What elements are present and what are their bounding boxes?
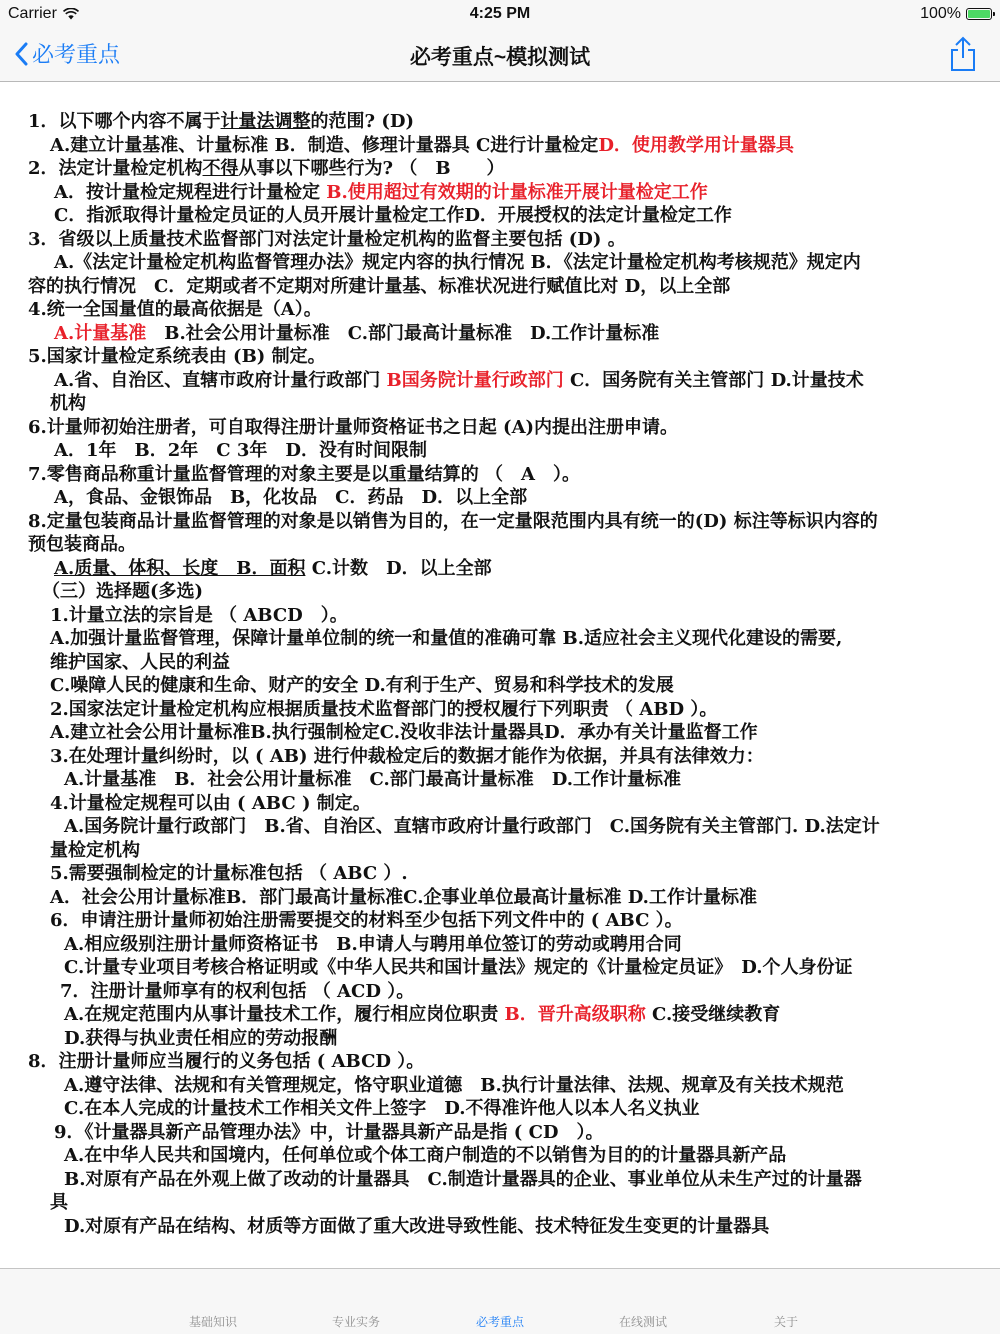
question-5: 5.国家计量检定系统表由 (B) 制定。 [28, 346, 326, 367]
question-3: 3．省级以上质量技术监督部门对法定计量检定机构的监督主要包括 (D) 。 [28, 228, 626, 250]
question-7: 7.零售商品称重计量监督管理的对象主要是以重量结算的 （ A ）。 [28, 463, 581, 485]
multi-question-2: 2.国家法定计量检定机构应根据质量技术监督部门的授权履行下列职责 （ ABD ）。 [50, 698, 718, 720]
tab-bar [0, 1268, 1000, 1334]
multi-question-4: 4.计量检定规程可以由 ( ABC ) 制定。 [50, 792, 371, 814]
multi-question-2-options: A.建立社会公用计量标准B.执行强制检定C.没收非法计量器具D．承办有关计量监督工作 [50, 722, 758, 743]
tab-key-points[interactable]: 必考重点 [475, 1315, 524, 1329]
carrier-label: Carrier [8, 5, 57, 22]
multi-question-8-options: A.遵守法律、法规和有关管理规定，恪守职业道德 B.执行计量法律、法规、规章及有关技术规范 [64, 1074, 844, 1096]
question-6-options: A．1年 B．2年 C 3年 D．没有时间限制 [54, 440, 427, 461]
highlighted-answer: B国务院计量行政部门 [386, 369, 564, 391]
navigation-bar [0, 28, 1000, 82]
multi-question-1-options-cont: 维护国家、人民的利益 [50, 651, 230, 673]
document-content[interactable] [28, 110, 978, 1260]
question-2: 2．法定计量检定机构不得从事以下哪些行为? （ B ） [28, 158, 505, 179]
multi-question-9-options-cont: B.对原有产品在外观上做了改动的计量器具 C.制造计量器具的企业、事业单位从未生产过的计量器 [64, 1168, 862, 1190]
question-8-options: A.质量、体积、长度 B．面积 C.计数 D．以上全部 [54, 557, 492, 579]
question-8-cont: 预包装商品。 [28, 534, 136, 555]
multi-question-3-options: A.计量基准 B．社会公用计量标准 C.部门最高计量标准 D.工作计量标准 [64, 769, 681, 790]
tab-professional-practice[interactable]: 专业实务 [331, 1315, 380, 1329]
multi-question-5-options: A．社会公用计量标准B．部门最高计量标准C.企事业单位最高计量标准 D.工作计量标准 [50, 886, 757, 908]
back-button-label: 必考重点 [32, 42, 121, 67]
multi-question-4-options-cont: 量检定机构 [50, 839, 140, 861]
battery-percent: 100% [920, 5, 961, 22]
page-title: 必考重点~模拟测试 [409, 46, 591, 69]
question-2-options: A．按计量检定规程进行计量检定 B.使用超过有效期的计量标准开展计量检定工作 [54, 181, 708, 203]
question-3-options: A.《法定计量检定机构监督管理办法》规定内容的执行情况 B．《法定计量检定机构考核规范》规定内 [54, 252, 861, 273]
share-button[interactable] [950, 36, 976, 77]
highlighted-answer: A.计量基准 [54, 322, 147, 344]
multi-question-7-options-cont: D.获得与执业责任相应的劳动报酬 [64, 1027, 338, 1049]
question-1: 1．以下哪个内容不属于计量法调整的范围? (D) [28, 111, 414, 132]
multi-question-6-options-cont: C.计量专业项目考核合格证明或《中华人民共和国计量法》规定的《计量检定员证》 D.个人身份证 [64, 957, 853, 978]
share-icon [950, 36, 976, 72]
tab-online-test[interactable]: 在线测试 [618, 1315, 667, 1329]
highlighted-answer: B.使用超过有效期的计量标准开展计量检定工作 [326, 181, 708, 203]
multi-question-4-options: A.国务院计量行政部门 B.省、自治区、直辖市政府计量行政部门 C.国务院有关主管部门. D.法定计 [64, 816, 880, 837]
battery-icon [966, 8, 992, 20]
highlighted-answer: B．晋升高级职称 [504, 1004, 646, 1025]
question-1-options: A.建立计量基准、计量标准 B．制造、修理计量器具 C进行计量检定D．使用教学用计量器具 [50, 134, 794, 156]
question-4: 4.统一全国量值的最高依据是（A）。 [28, 299, 322, 320]
multi-question-9: 9．《计量器具新产品管理办法》中，计量器具新产品是指 ( CD ）。 [54, 1121, 604, 1143]
multi-question-8: 8．注册计量师应当履行的义务包括 ( ABCD ）。 [28, 1051, 425, 1072]
section-heading: （三）选择题(多选) [42, 581, 204, 602]
multi-question-1: 1.计量立法的宗旨是 （ ABCD ）。 [50, 604, 348, 626]
status-bar [0, 0, 1000, 28]
tab-basic-knowledge[interactable]: 基础知识 [188, 1315, 237, 1329]
highlighted-answer: D．使用教学用计量器具 [598, 134, 794, 156]
question-3-options-cont: 容的执行情况 C．定期或者不定期对所建计量基、标准状况进行赋值比对 D，以上全部 [28, 275, 731, 297]
question-7-options: A，食品、金银饰品 B，化妆品 C．药品 D．以上全部 [54, 487, 528, 508]
question-4-options: A.计量基准 B.社会公用计量标准 C.部门最高计量标准 D.工作计量标准 [54, 322, 660, 344]
multi-question-6: 6．申请注册计量师初始注册需要提交的材料至少包括下列文件中的 ( ABC ）。 [50, 910, 683, 931]
tab-about[interactable]: 关于 [773, 1315, 798, 1329]
question-5-options-cont: 机构 [50, 393, 86, 414]
question-2-options-cont: C．指派取得计量检定员证的人员开展计量检定工作D．开展授权的法定计量检定工作 [54, 205, 732, 226]
multi-question-1-options-cont: C.噪障人民的健康和生命、财产的安全 D.有利于生产、贸易和科学技术的发展 [50, 675, 674, 696]
multi-question-3: 3.在处理计量纠纷时，以 ( AB) 进行仲裁检定后的数据才能作为依据，并具有法律效力： [50, 745, 764, 767]
question-8: 8.定量包装商品计量监督管理的对象是以销售为目的，在一定量限范围内具有统一的(D) 标注等标识内容的 [28, 510, 878, 532]
multi-question-7-options: A.在规定范围内从事计量技术工作，履行相应岗位职责 B．晋升高级职称 C.接受继续教育 [64, 1004, 781, 1025]
multi-question-7: 7．注册计量师享有的权利包括 （ ACD ）。 [60, 980, 415, 1002]
multi-question-9-options: A.在中华人民共和国境内，任何单位或个体工商户制造的不以销售为目的的计量器具新产品 [64, 1145, 787, 1166]
question-5-options: A.省、自治区、直辖市政府计量行政部门 B国务院计量行政部门 C．国务院有关主管部门 D.计量技术 [54, 369, 864, 391]
multi-question-9-options-cont: D.对原有产品在结构、材质等方面做了重大改进导致性能、技术特征发生变更的计量器具 [64, 1215, 770, 1237]
battery-info [920, 5, 992, 23]
multi-question-1-options: A.加强计量监督管理，保障计量单位制的统一和量值的准确可靠 B.适应社会主义现代化建设的需要, [50, 628, 843, 649]
question-6: 6.计量师初始注册者，可自取得注册计量师资格证书之日起 (A)内提出注册申请。 [28, 416, 679, 438]
multi-question-8-options-cont: C.在本人完成的计量技术工作相关文件上签字 D.不得准许他人以本人名义执业 [64, 1098, 700, 1119]
multi-question-9-options-cont: 具 [50, 1192, 68, 1213]
multi-question-5: 5.需要强制检定的计量标准包括 （ ABC ）. [50, 863, 408, 884]
clock: 4:25 PM [469, 5, 531, 22]
multi-question-6-options: A.相应级别注册计量师资格证书 B.申请人与聘用单位签订的劳动或聘用合同 [64, 933, 682, 955]
